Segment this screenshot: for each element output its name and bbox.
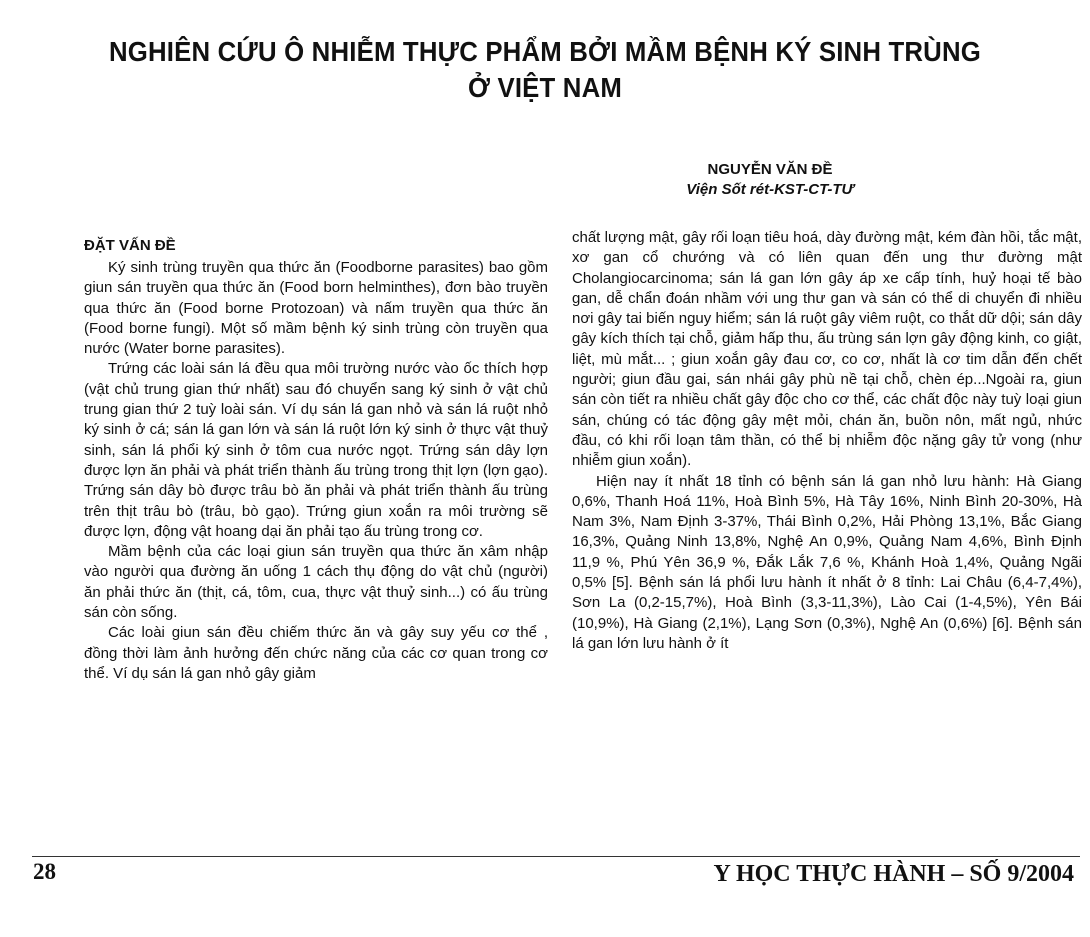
author-name: NGUYỄN VĂN ĐỀ bbox=[707, 161, 833, 178]
right-paragraph-1: chất lượng mật, gây rối loạn tiêu hoá, dày đường mật, kém đàn hồi, tắc mật, xơ gan cổ chướng và có liên quan đến ung thư đường mật Cholangiocarcinoma; sán lá gan lớn gây áp xe cấp tính, huỷ hoại tế bào gan, dễ chẩn đoán nhầm với ung thư gan và sán có thể di chuyển đi nhiều nơi gây tai biến nguy hiểm; sán lá ruột gây viêm ruột, co thắt dữ dội; sán dây gây kích thích tại chỗ, giảm hấp thu, ấu trùng sán lợn gây động kinh, co giật, liệt, mù mắt... ; giun xoắn gây đau cơ, co cơ, nhất là cơ tim dẫn đến chết người; giun đầu gai, sán nhái gây phù nề tại chỗ, chèn ép...Ngoài ra, giun sán còn tiết ra nhiều chất gây độc cho cơ thể, các chất độc này tuỳ loại giun sán, chúng có tác động gây mệt mỏi, chán ăn, buồn nôn, mất ngủ, nhức đầu, có khi rối loạn tâm thần, có thể bị nhiễm độc nặng gây tử vong (như nhiễm giun xoắn). bbox=[572, 229, 1082, 470]
page-number: 28 bbox=[33, 859, 56, 884]
journal-name: Y HỌC THỰC HÀNH – SỐ 9/2004 bbox=[713, 861, 1074, 887]
author-block bbox=[560, 160, 980, 200]
right-column bbox=[572, 228, 1082, 654]
article-title bbox=[71, 34, 1019, 107]
right-paragraph-2: Hiện nay ít nhất 18 tỉnh có bệnh sán lá gan nhỏ lưu hành: Hà Giang 0,6%, Thanh Hoá 11%, Hoà Bình 5%, Hà Tây 16%, Ninh Bình 20-30%, Hà Nam 3%, Nam Định 3-37%, Thái Bình 0,2%, Hải Phòng 13,1%, Bắc Giang 16,3%, Quảng Ninh 13,8%, Nghệ An 0,9%, Quảng Nam 4,6%, Bình Định 11,9 %, Phú Yên 36,9 %, Đắk Lắk 7,6 %, Khánh Hoà 1,4%, Quảng Ngãi 0,5% [5]. Bệnh sán lá phổi lưu hành ít nhất ở 8 tỉnh: Lai Châu (6,4-7,4%), Sơn La (0,2-15,7%), Hoà Bình (3,3-11,3%), Lào Cai (1-4,5%), Yên Bái (10,9%), Hà Giang (2,1%), Lạng Sơn (0,3%), Nghệ An (0,6%) [6]. Bệnh sán lá gan lớn lưu hành ở ít bbox=[572, 472, 1082, 652]
left-paragraph-4: Các loài giun sán đều chiếm thức ăn và gây suy yếu cơ thể , đồng thời làm ảnh hưởng đến chức năng của các cơ quan trong cơ thể. Ví dụ sán lá gan nhỏ gây giảm bbox=[84, 624, 548, 682]
author-institution: Viện Sốt rét-KST-CT-TƯ bbox=[686, 181, 854, 198]
article-title-line-2: Ở VIỆT NAM bbox=[467, 72, 623, 104]
footer-divider bbox=[32, 856, 1080, 857]
article-title-line-1: NGHIÊN CỨU Ô NHIỄM THỰC PHẨM BỞI MẦM BỆNH KÝ SINH TRÙNG bbox=[109, 36, 981, 67]
left-paragraph-2: Trứng các loài sán lá đều qua môi trường nước vào ốc thích hợp (vật chủ trung gian thứ nhất) sau đó chuyển sang ký sinh ở vật chủ trung gian thứ 2 tuỳ loài sán. Ví dụ sán lá gan nhỏ và sán lá ruột nhỏ ký sinh ở cá; sán lá gan lớn và sán lá ruột lớn ký sinh ở thực vật thuỷ sinh, sán lá phổi ký sinh ở tôm cua nước ngọt. Trứng sán dây lợn được lợn ăn phải và phát triển thành ấu trùng trong thịt lợn (lợn gạo). Trứng sán dây bò được trâu bò ăn phải và phát triển thành ấu trùng trên thịt trâu bò (trâu, bò gạo). Trứng giun xoắn ra môi trường sẽ được lợn, động vật hoang dại ăn phải tạo ấu trùng trong cơ. bbox=[84, 360, 548, 540]
section-heading: ĐẶT VẤN ĐỀ bbox=[84, 237, 176, 254]
left-paragraph-1: Ký sinh trùng truyền qua thức ăn (Foodborne parasites) bao gồm giun sán truyền qua thức ăn (Food born helminthes), đơn bào truyền qua thức ăn (Food borne Protozoan) và nấm truyền qua thức ăn (Food borne fungi). Một số mầm bệnh ký sinh trùng còn truyền qua nước (Water borne parasites). bbox=[84, 259, 548, 358]
left-paragraph-3: Mầm bệnh của các loại giun sán truyền qua thức ăn xâm nhập vào người qua đường ăn uống 1 cách thụ động do vật chủ (người) ăn phải thức ăn (thịt, cá, tôm, cua, thực vật thuỷ sinh...) có ấu trùng sán còn sống. bbox=[84, 543, 548, 622]
left-column bbox=[84, 236, 548, 684]
